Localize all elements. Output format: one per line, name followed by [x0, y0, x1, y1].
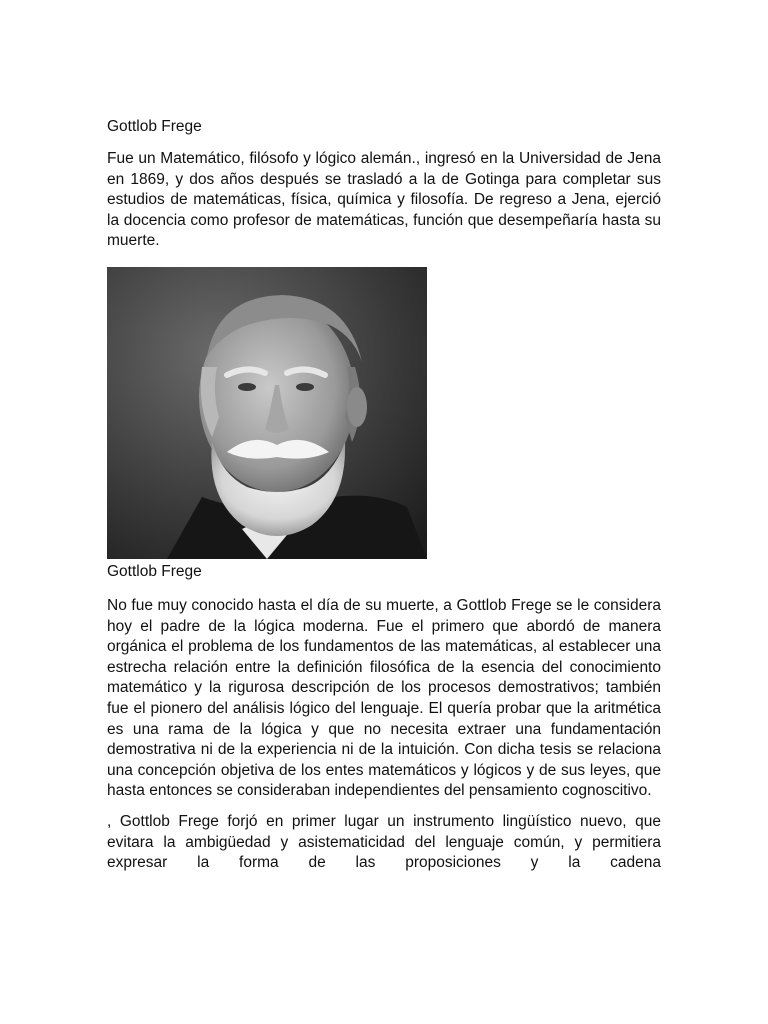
paragraph-intro: Fue un Matemático, filósofo y lógico alemán., ingresó en la Universidad de Jena en 1869, y dos años después se trasladó a la de Gotinga para completar sus estudios de matemáticas, física, química y filosofía. De regreso a Jena, ejerció la docencia como profesor de matemáticas, función que desempeñaría hasta su muerte.	[107, 150, 661, 250]
paragraph-instrument: , Gottlob Frege forjó en primer lugar un instrumento lingüístico nuevo, que evitara la ambigüedad y asistematicidad del lenguaje común, y permitiera expresar la forma de las proposiciones y la cadena	[107, 812, 661, 872]
document-page	[107, 117, 661, 884]
portrait-photo	[107, 267, 427, 559]
image-caption: Gottlob Frege	[107, 562, 202, 580]
page-title: Gottlob Frege	[107, 118, 202, 135]
paragraph-legacy: No fue muy conocido hasta el día de su muerte, a Gottlob Frege se le considera hoy el padre de la lógica moderna. Fue el primero que abordó de manera orgánica el problema de los fundamentos de las matemáticas, al establecer una estrecha relación entre la definición filosófica de la esencia del conocimiento matemático y la rigurosa descripción de los procesos demostrativos; también fue el pionero del análisis lógico del lenguaje. El quería probar que la aritmética es una rama de la lógica y que no necesita extraer una fundamentación demostrativa ni de la experiencia ni de la intuición. Con dicha tesis se relaciona una concepción objetiva de los entes matemáticos y lógicos y de sus leyes, que hasta entonces se consideraban independientes del pensamiento cognoscitivo.	[107, 596, 661, 800]
